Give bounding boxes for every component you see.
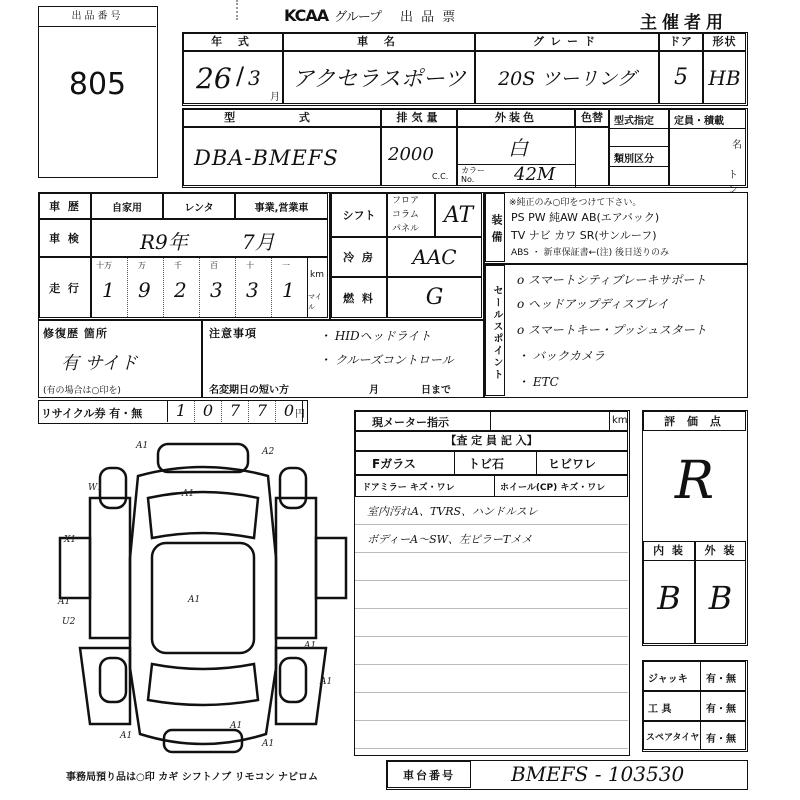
sales-point: o ヘッドアップディスプレイ (517, 297, 669, 311)
color-cell (457, 127, 609, 186)
chassis-value: BMEFS - 103530 (511, 762, 685, 786)
type-approval-label: 型式指定 (614, 116, 654, 127)
model-value: DBA-BMEFS (194, 146, 339, 170)
inspector-note-line: ボディーA〜SW、左ピラーTメメ (367, 533, 533, 546)
capacity-cell (669, 109, 746, 196)
damage-mark: A1 (182, 489, 195, 499)
damage-mark: A1 (136, 441, 149, 451)
damage-mark: A1 (320, 677, 333, 687)
door-value: 5 (659, 51, 703, 104)
repair-history-label: 修復歴 箇所 (43, 327, 108, 340)
left-front-wheel (100, 468, 126, 508)
sales-point: o スマートシティブレーキサポート (517, 273, 707, 287)
history-rental: レンタ (163, 193, 235, 219)
left-rear-wheel (100, 658, 126, 702)
left-door-shape (60, 538, 90, 598)
glass-chip-option: トビ石 (468, 457, 505, 471)
year-cell: 26 / 3 月 (183, 51, 283, 104)
glass-label: Fガラス (372, 457, 416, 471)
left-side-panel (90, 498, 130, 638)
mile-unit: マイル (308, 293, 322, 311)
inspection-cell (91, 219, 328, 257)
basic-info-row (182, 32, 748, 106)
mileage-digit: 3 (246, 278, 259, 302)
equipment-line-3: ABS ・ 新車保証書←(注) 後日送りのみ (511, 248, 670, 258)
lot-number-box (38, 6, 158, 178)
recycle-digit: 7 (229, 401, 241, 420)
equipment-line-2: TV ナビ カワ SR(サンルーフ) (511, 229, 657, 242)
score-label: 評 価 点 (643, 411, 746, 431)
repair-history-block (38, 320, 202, 398)
score-block (642, 410, 748, 646)
year-era-value: 26 (196, 62, 232, 95)
exterior-label: 外 装 (696, 542, 745, 561)
year-month-value: 3 (248, 66, 261, 90)
drivetrain-block (330, 192, 484, 320)
mileage-digit: 2 (174, 278, 187, 302)
interior-label: 内 装 (644, 542, 694, 561)
mileage-digit: 9 (138, 278, 151, 302)
mirror-wheel-row (355, 475, 628, 497)
exterior-color-label: 外装色 (457, 109, 575, 127)
shift-options (387, 193, 435, 237)
lot-number-value: 805 (68, 67, 127, 102)
rear-window-shape (148, 664, 258, 705)
mileage-cell: 十万 1 万 9 千 2 百 3 十 3 一 1 km マイル (91, 257, 328, 318)
repair-history-value: 有 サイド (61, 353, 138, 374)
sales-points-label: セールスポイント (485, 265, 505, 396)
month-unit: 月 (270, 92, 280, 103)
inspector-block (354, 410, 630, 756)
shape-value: HB (703, 51, 746, 104)
shift-value: AT (435, 193, 482, 237)
chassis-label: 車台番号 (387, 761, 471, 788)
glass-row (355, 451, 628, 475)
car-damage-diagram (40, 438, 350, 758)
meter-row (355, 411, 628, 431)
inspection-label: 車 検 (39, 219, 91, 257)
damage-mark: X1 (64, 535, 77, 545)
caution-line: ・ HIDヘッドライト (319, 329, 432, 343)
interior-score-cell (643, 541, 695, 644)
lot-number-label: 出品番号 (39, 7, 156, 27)
logo: KCAA グループ (284, 6, 382, 25)
ac-label: 冷 房 (331, 237, 387, 277)
inspector-title: 【査 定 員 記 入】 (355, 431, 628, 451)
recycle-digit: 1 (175, 401, 187, 420)
model-cell (183, 127, 381, 186)
equipment-line-1: PS PW 純AW AB(エアバック) (511, 211, 660, 224)
damage-mark: A1 (188, 595, 201, 605)
equipment-label: 装備 (485, 193, 505, 262)
tool-presence: 有・無 (706, 704, 736, 715)
meter-label: 現メーター指示 (372, 416, 449, 429)
sales-points-block (484, 264, 748, 398)
history-label: 車 歴 (39, 193, 91, 219)
shift-panel: パネル (392, 224, 420, 234)
km-unit: km (310, 270, 324, 280)
exterior-score-value: B (708, 579, 733, 617)
inspection-month-value: 7月 (242, 230, 275, 254)
mileage-digit: 1 (282, 278, 295, 302)
organizer-copy-label: 主催者用 (640, 13, 728, 33)
damage-mark: A1 (120, 731, 133, 741)
form-title: 出 品 票 (400, 10, 458, 25)
displacement-label: 排気量 (381, 109, 457, 127)
damage-mark: A1 (58, 597, 71, 607)
mirror-label: ドアミラー キズ・ワレ (362, 483, 455, 493)
mileage-label: 走 行 (39, 257, 91, 318)
tool-row-spare: スペアタイヤ 有・無 (643, 721, 746, 750)
exterior-score-cell (695, 541, 746, 644)
interior-score-value: B (657, 579, 681, 617)
history-private: 自家用 (91, 193, 163, 219)
damage-mark: U2 (62, 617, 76, 627)
displacement-value: 2000 (388, 144, 434, 165)
right-door-shape (316, 538, 346, 598)
office-items-note: 事務局預り品は○印 カギ シフトノブ リモコン ナビロム (66, 772, 319, 783)
exterior-color-value: 白 (508, 136, 528, 160)
right-side-panel (276, 498, 316, 638)
registration-day-unit: 日まで (421, 385, 451, 396)
fuel-value: G (387, 277, 482, 318)
car-name-value: アクセラスポーツ (283, 51, 475, 104)
cc-unit: C.C. (432, 172, 449, 181)
recycle-unit: 円 (295, 409, 305, 420)
damage-mark: A1 (230, 721, 243, 731)
meter-unit: km (612, 415, 628, 426)
sales-point: ・ ETC (517, 375, 559, 389)
shift-label: シフト (331, 193, 387, 237)
model-label: 型 式 (183, 109, 381, 127)
sales-point: ・ バックカメラ (517, 349, 605, 363)
recycle-digit: 0 (283, 401, 295, 420)
type-approval-cell (609, 109, 669, 186)
spec-row (182, 108, 748, 196)
equipment-block (484, 192, 748, 264)
windshield-shape (148, 492, 258, 538)
capacity-label: 定員・積載 (674, 116, 724, 127)
mileage-digit: 3 (210, 278, 223, 302)
inspection-year-value: R9年 (140, 230, 188, 254)
wheel-label: ホイール(CP) キズ・ワレ (500, 483, 606, 493)
grade-value: 20S ツーリング (475, 51, 659, 104)
inspector-notes (355, 497, 628, 754)
repaint-label: 色替 (575, 109, 609, 127)
damage-mark: A1 (262, 739, 275, 749)
damage-mark: W1 (88, 483, 103, 493)
tool-row-tools: 工 具 有・無 (643, 691, 746, 721)
right-front-wheel (280, 468, 306, 508)
history-block (38, 192, 330, 320)
color-number-label: カラーNo. (461, 166, 485, 184)
shift-floor: フロア (392, 196, 420, 206)
shift-column: コラム (392, 210, 419, 220)
class-label: 類別区分 (614, 154, 654, 165)
year-label: 年 式 (183, 33, 283, 51)
tool-presence: 有・無 (706, 734, 736, 745)
tools-block (642, 660, 748, 752)
recycle-block (38, 400, 308, 424)
door-label: ドア (659, 33, 703, 51)
glass-crack-option: ヒビワレ (548, 457, 597, 471)
roof-shape (152, 543, 254, 653)
ac-value: AAC (387, 237, 482, 277)
caution-label: 注意事項 (209, 327, 257, 340)
caution-block (202, 320, 484, 398)
punch-marks (236, 0, 242, 20)
fuel-label: 燃 料 (331, 277, 387, 318)
sales-point: o スマートキー・プッシュスタート (517, 323, 707, 337)
registration-deadline-label: 名変期日の短い方 (209, 385, 289, 396)
recycle-digit: 7 (256, 401, 268, 420)
damage-mark: A1 (304, 641, 317, 651)
mileage-digit: 1 (102, 278, 115, 302)
registration-month-unit: 月 (369, 385, 379, 396)
inspector-note-line: 室内汚れA、TVRS、ハンドルスレ (367, 505, 538, 518)
color-number-value: 42M (514, 164, 556, 185)
capacity-unit-tons: トン (728, 170, 738, 196)
damage-mark: A2 (262, 447, 275, 457)
car-name-label: 車 名 (283, 33, 475, 51)
recycle-digit: 0 (202, 401, 214, 420)
equipment-note: ※純正のみ○印をつけて下さい。 (509, 198, 642, 208)
score-value: R (674, 451, 715, 511)
tool-row-jack: ジャッキ 有・無 (643, 661, 746, 691)
caution-line: ・ クルーズコントロール (319, 353, 454, 367)
tool-presence: 有・無 (706, 674, 736, 685)
recycle-label: リサイクル券 有・無 (41, 407, 143, 420)
history-commercial: 事業,営業車 (235, 193, 328, 219)
right-rear-wheel (280, 658, 306, 702)
shape-label: 形状 (703, 33, 746, 51)
displacement-cell (381, 127, 457, 186)
capacity-unit-persons: 名 (732, 140, 742, 151)
repair-history-note: (有の場合は○印を) (43, 386, 121, 396)
chassis-block (386, 760, 748, 790)
grade-label: グレード (475, 33, 659, 51)
